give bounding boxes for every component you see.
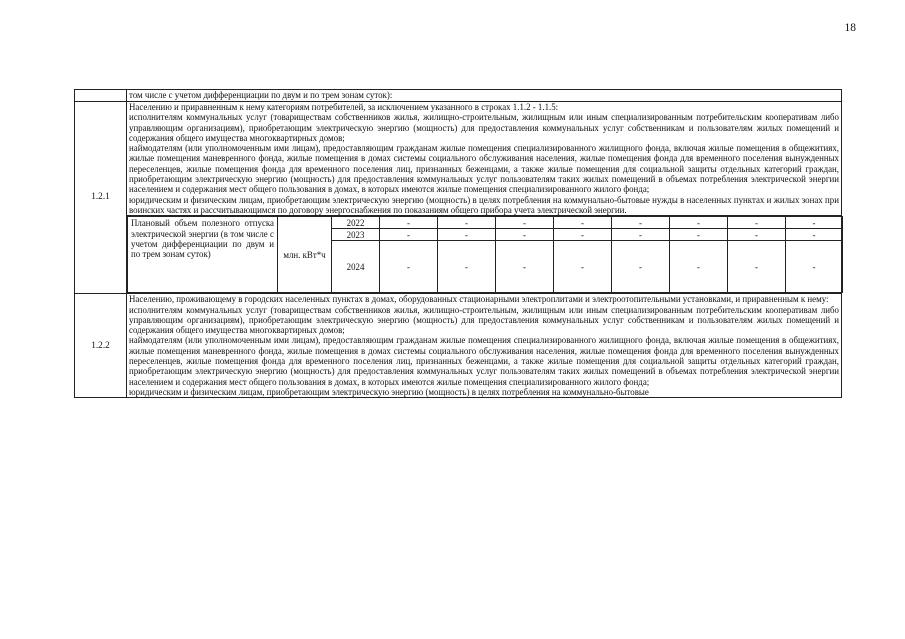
value-cell: -: [670, 217, 728, 229]
value-cell: -: [612, 217, 670, 229]
value-cell: -: [380, 241, 438, 293]
page-number: 18: [844, 22, 856, 34]
row-paragraph: юридическим и физическим лицам, приобретающим электрическую энергию (мощность) в целях потребления на коммунально-бытовые: [129, 386, 649, 397]
value-cell: -: [438, 217, 496, 229]
row-paragraph: юридическим и физическим лицам, приобретающим электрическую энергию (мощность) в целях потребления на коммунально-бытовые нужды в населенных пунктах и жилых зонах при воинских частях и рассчитывающимся по договору энергоснабжения по показаниям общего прибора учета электрической энергии.: [129, 194, 839, 215]
continuation-text: том числе с учетом дифференциации по двум и по трем зонам суток):: [127, 90, 842, 102]
year-cell: 2022: [332, 217, 380, 229]
row-description: [127, 294, 842, 398]
value-cell: -: [438, 241, 496, 293]
row-number: 1.2.2: [75, 294, 127, 398]
value-cell: -: [554, 217, 612, 229]
plan-volume-cell: [127, 216, 842, 294]
row-description: [127, 102, 842, 216]
value-cell: -: [496, 217, 554, 229]
value-cell: -: [496, 229, 554, 241]
value-cell: -: [380, 217, 438, 229]
plan-row: [128, 217, 843, 229]
value-cell: -: [728, 229, 786, 241]
value-cell: -: [554, 229, 612, 241]
value-cell: -: [438, 229, 496, 241]
value-cell: -: [786, 217, 843, 229]
value-cell: -: [728, 241, 786, 293]
table-row: [75, 216, 842, 294]
row-number-cell: [75, 90, 127, 102]
value-cell: -: [670, 241, 728, 293]
row-paragraph: исполнителям коммунальных услуг (товариществам собственников жилья, жилищно-строительным, жилищным или иным специализированным потребительским кооперативам либо управляющим организациям), приобретающим электрическую энергию (мощность) для предоставления коммунальных услуг собственникам и пользователям жилых помещений и содержания общего имущества многоквартирных домов;: [129, 304, 839, 336]
row-paragraph: исполнителям коммунальных услуг (товариществам собственников жилья, жилищно-строительным, жилищным или иным специализированным потребительским кооперативам либо управляющим организациям), приобретающим электрическую энергию (мощность) для предоставления коммунальных услуг собственникам и пользователям жилых помещений и содержания общего имущества многоквартирных домов;: [129, 112, 839, 143]
value-cell: -: [612, 241, 670, 293]
year-cell: 2023: [332, 229, 380, 241]
row-paragraph: наймодателям (или уполномоченным ими лицам), предоставляющим гражданам жилые помещения специализированного жилищного фонда, включая жилые помещения в общежитиях, жилые помещения маневренного фонда, жилые помещения в домах системы социального обслуживания населения, жилые помещения фонда для временного поселения вынужденных переселенцев, жилые помещения фонда для временного поселения лиц, признанных беженцами, а также жилые помещения для социальной защиты отдельных категорий граждан, приобретающим электрическую энергию (мощность) для предоставления коммунальных услуг пользователям таких жилых помещений в объемах потребления электрической энергии населением и содержания мест общего пользования в домах, в которых имеются жилые помещения специализированного жилого фонда;: [129, 335, 839, 387]
row-number: 1.2.1: [75, 102, 127, 294]
table-row: [75, 102, 842, 216]
value-cell: -: [380, 229, 438, 241]
value-cell: -: [496, 241, 554, 293]
plan-volume-unit: млн. кВт*ч: [278, 217, 332, 293]
tariff-table: [74, 89, 842, 398]
row-paragraph: наймодателям (или уполномоченным ими лицам), предоставляющим гражданам жилые помещения специализированного жилищного фонда, включая жилые помещения в общежитиях, жилые помещения маневренного фонда, жилые помещения в домах системы социального обслуживания населения, жилые помещения фонда для временного поселения вынужденных переселенцев, жилые помещения фонда для временного поселения лиц, признанных беженцами, а также жилые помещения для социальной защиты отдельных категорий граждан, приобретающим электрическую энергию (мощность) для предоставления коммунальных услуг пользователям таких жилых помещений в объемах потребления электрической энергии населением и содержания мест общего пользования в домах, в которых имеются жилые помещения специализированного жилого фонда;: [129, 143, 839, 195]
year-cell: 2024: [332, 241, 380, 293]
table-row: [75, 294, 842, 398]
value-cell: -: [554, 241, 612, 293]
value-cell: -: [728, 217, 786, 229]
row-intro: Населению, проживающему в городских населенных пунктах в домах, оборудованных стационарными электроплитами и электроотопительными установками, и приравненным к нему:: [129, 294, 829, 305]
value-cell: -: [786, 241, 843, 293]
value-cell: -: [786, 229, 843, 241]
plan-volume-label: Плановый объем полезного отпуска электрической энергии (в том числе с учетом дифференциации по двум и по трем зонам суток): [128, 217, 278, 293]
value-cell: -: [612, 229, 670, 241]
row-intro: Населению и приравненным к нему категориям потребителей, за исключением указанного в строках 1.1.2 - 1.1.5:: [129, 102, 559, 112]
plan-volume-grid: [127, 216, 843, 293]
value-cell: -: [670, 229, 728, 241]
table-row: [75, 90, 842, 102]
